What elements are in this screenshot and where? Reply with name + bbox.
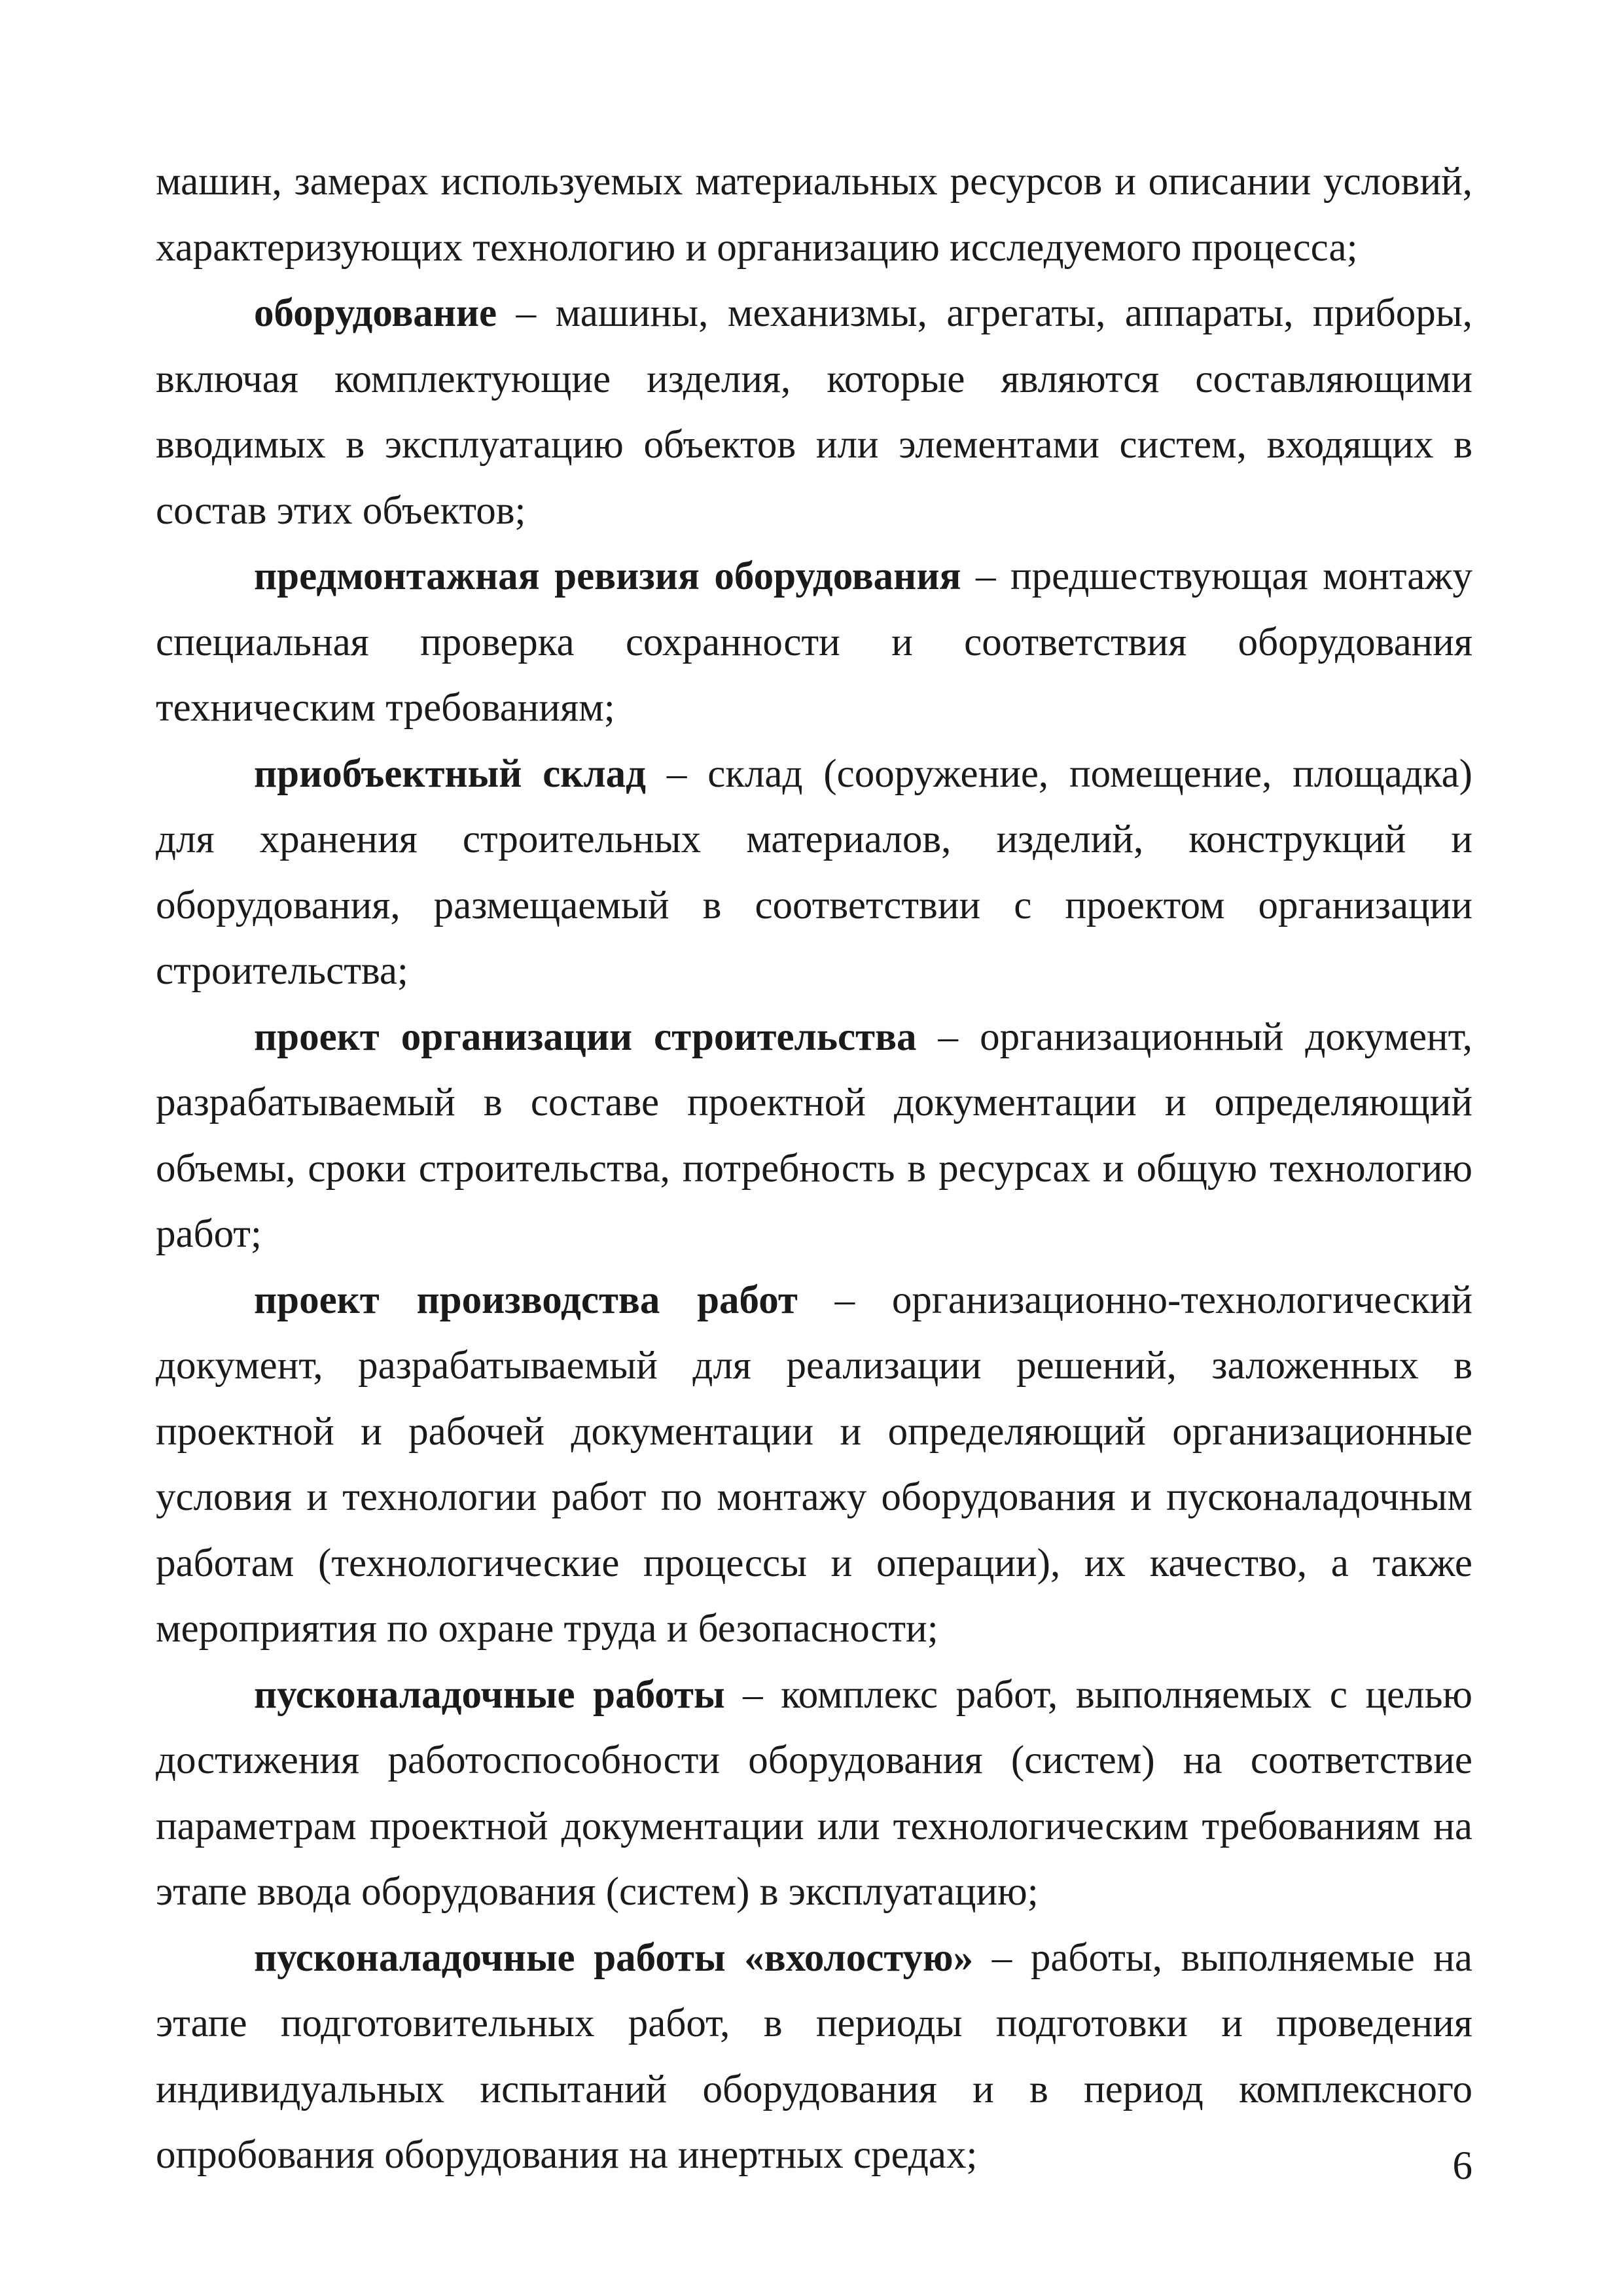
definition-term: предмонтажная ревизия оборудования <box>254 554 961 598</box>
definition-work-execution-project <box>156 1268 1472 1662</box>
definition-dash: – <box>646 751 708 796</box>
definition-equipment <box>156 281 1472 544</box>
definition-text: комплекс работ, выполняемых с целью достижения работоспособности оборудования (систем) на соответствие параметрам проектной документации или технологическим требованиям на этапе ввода оборудования (систем) в эксплуатацию; <box>156 1672 1473 1914</box>
definition-term: пусконаладочные работы <box>254 1672 725 1717</box>
definition-term: проект организации строительства <box>254 1014 917 1059</box>
definition-term: проект производства работ <box>254 1278 798 1322</box>
definition-commissioning-works <box>156 1662 1472 1926</box>
definition-dash: – <box>916 1014 980 1059</box>
definition-text: машины, механизмы, агрегаты, аппараты, приборы, включая комплектующие изделия, которые являются составляющими вводимых в эксплуатацию объектов или элементами систем, входящих в состав этих объектов; <box>156 291 1472 533</box>
definition-term: оборудование <box>254 291 497 335</box>
definition-dash: – <box>497 291 556 335</box>
definition-term: пусконаладочные работы «вхолостую» <box>254 1935 974 1980</box>
definition-idle-commissioning-works <box>156 1926 1472 2189</box>
definition-preinstallation-revision <box>156 544 1472 742</box>
definition-dash: – <box>961 554 1010 598</box>
definition-term: приобъектный склад <box>254 751 647 796</box>
body-text <box>156 149 1472 2189</box>
definition-text: склад (сооружение, помещение, площадка) для хранения строительных материалов, изделий, конструкций и оборудования, размещаемый в соответствии с проектом организации строительства; <box>156 751 1472 993</box>
paragraph-text: машин, замерах используемых материальных ресурсов и описании условий, характеризующих технологию и организацию исследуемого процесса; <box>156 160 1472 270</box>
definition-text: предшествующая монтажу специальная проверка сохранности и соответствия оборудования техническим требованиям; <box>156 554 1472 730</box>
page-number: 6 <box>1452 2144 1472 2188</box>
definition-text: организационно-технологический документ, разрабатываемый для реализации решений, заложенных в проектной и рабочей документации и определяющий организационные условия и технологии работ по монтажу оборудования и пусконаладочным работам (технологические процессы и операции), их качество, а также мероприятия по охране труда и безопасности; <box>156 1278 1472 1651</box>
definition-dash: – <box>973 1935 1031 1980</box>
definition-dash: – <box>724 1672 781 1717</box>
definition-text: работы, выполняемые на этапе подготовительных работ, в периоды подготовки и проведения индивидуальных испытаний оборудования и в период комплексного опробования оборудования на инертных средах; <box>156 1935 1472 2177</box>
definition-text: организационный документ, разрабатываемый в составе проектной документации и определяющий объемы, сроки строительства, потребность в ресурсах и общую технологию работ; <box>156 1014 1473 1256</box>
paragraph-continuation <box>156 149 1472 281</box>
definition-construction-organization-project <box>156 1005 1472 1268</box>
definition-dash: – <box>797 1278 892 1322</box>
definition-onsite-warehouse <box>156 742 1472 1005</box>
